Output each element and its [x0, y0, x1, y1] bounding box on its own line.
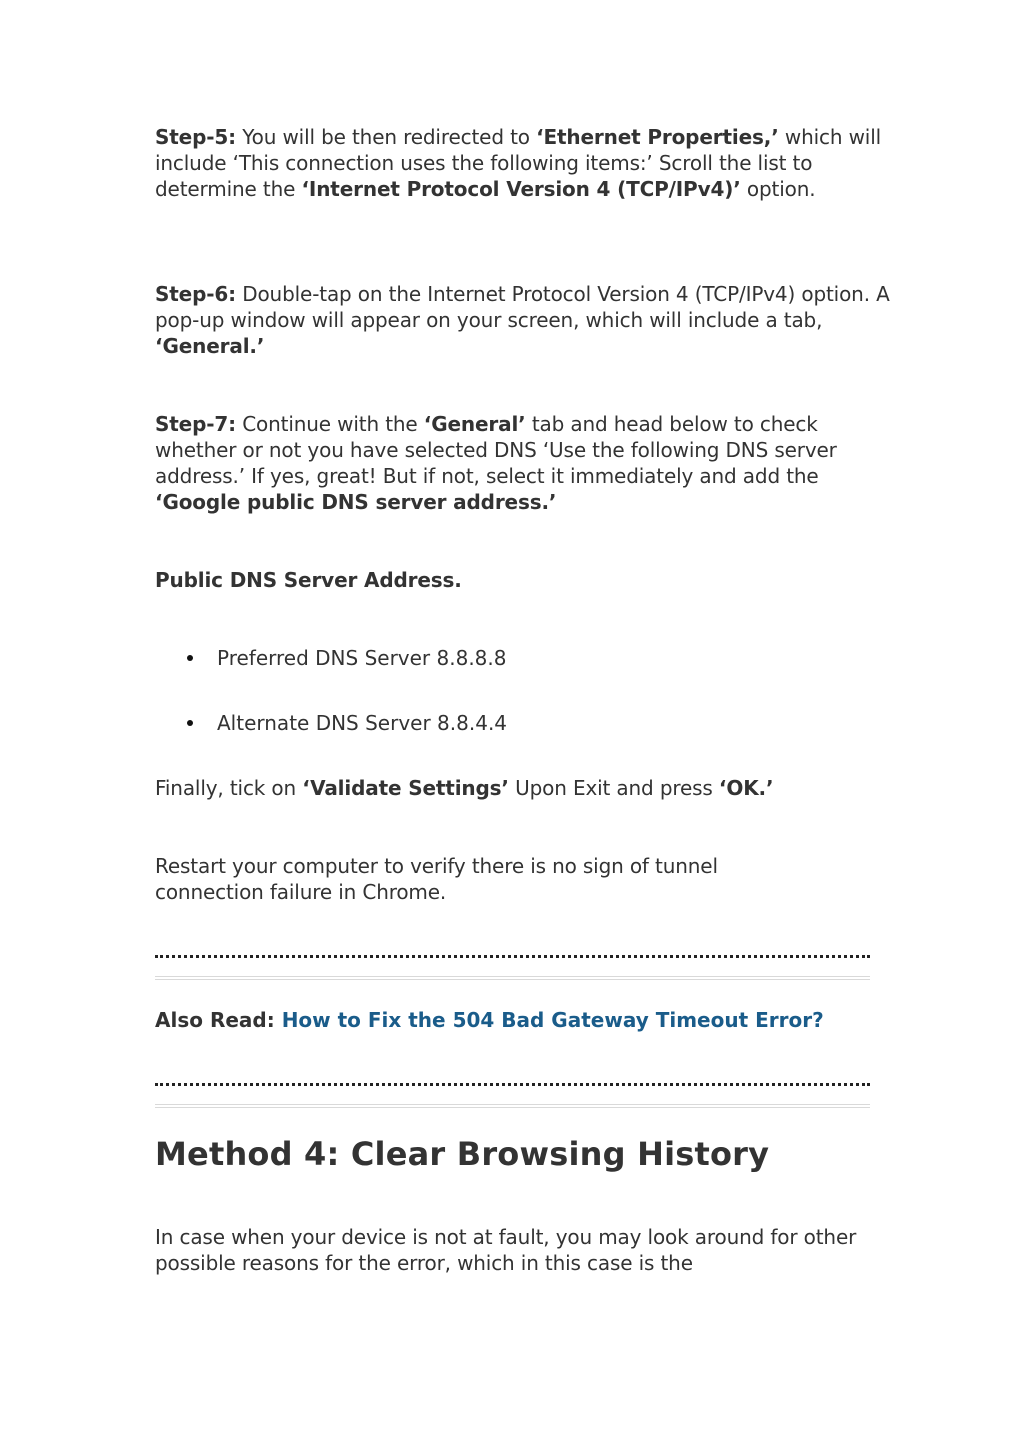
restart-paragraph: Restart your computer to verify there is no sign of tunnel connection failure in Chrome.: [155, 854, 718, 904]
bullet-icon: [187, 655, 193, 661]
list-item-text: Preferred DNS Server 8.8.8.8: [217, 646, 507, 670]
finally-text-2: Upon Exit and press: [508, 776, 719, 800]
finally-bold-validate: ‘Validate Settings’: [302, 776, 509, 800]
public-dns-heading: Public DNS Server Address.: [155, 568, 462, 592]
step-7-bold-general: ‘General’: [423, 412, 526, 436]
list-item-text: Alternate DNS Server 8.8.4.4: [217, 711, 508, 735]
step-7-paragraph: [155, 411, 890, 515]
step-5-text: You will be then redirected to: [236, 125, 537, 149]
step-7-bold-google-dns: ‘Google public DNS server address.’: [155, 490, 557, 514]
step-6-bold-general: ‘General.’: [155, 334, 265, 358]
also-read-label: Also Read:: [155, 1008, 282, 1032]
step-5-paragraph: [155, 124, 890, 202]
finally-paragraph: [155, 775, 890, 801]
step-7-text: Continue with the: [236, 412, 424, 436]
dotted-divider: [155, 955, 870, 958]
step-7-text-2: tab and head below to check whether or not you have selected DNS ‘Use the following DNS server address.’ If yes, great! But if not, select it immediately and add the: [155, 412, 837, 488]
step-5-label: Step-5:: [155, 125, 237, 149]
bullet-icon: [187, 720, 193, 726]
divider-line: [155, 1104, 870, 1108]
also-read-link[interactable]: How to Fix the 504 Bad Gateway Timeout Error?: [281, 1008, 824, 1032]
step-5-text-3: option.: [740, 177, 816, 201]
step-5-text-2: which will include ‘This connection uses the following items:’ Scroll the list to determine the: [155, 125, 882, 201]
method-4-paragraph: In case when your device is not at fault, you may look around for other possible reasons for the error, which in this case is the: [155, 1225, 857, 1275]
step-7-label: Step-7:: [155, 412, 237, 436]
step-6-paragraph: [155, 281, 890, 359]
also-read: [155, 1007, 824, 1033]
step-6-label: Step-6:: [155, 282, 237, 306]
step-5-bold-ethernet: ‘Ethernet Properties,’: [536, 125, 779, 149]
finally-bold-ok: ‘OK.’: [718, 776, 774, 800]
method-4-heading: Method 4: Clear Browsing History: [155, 1135, 770, 1173]
dotted-divider: [155, 1083, 870, 1086]
step-5-bold-ipv4: ‘Internet Protocol Version 4 (TCP/IPv4)’: [301, 177, 741, 201]
divider-line: [155, 976, 870, 980]
finally-text: Finally, tick on: [155, 776, 303, 800]
step-6-text: Double-tap on the Internet Protocol Version 4 (TCP/IPv4) option. A pop-up window will appear on your screen, which will include a tab,: [155, 282, 890, 332]
